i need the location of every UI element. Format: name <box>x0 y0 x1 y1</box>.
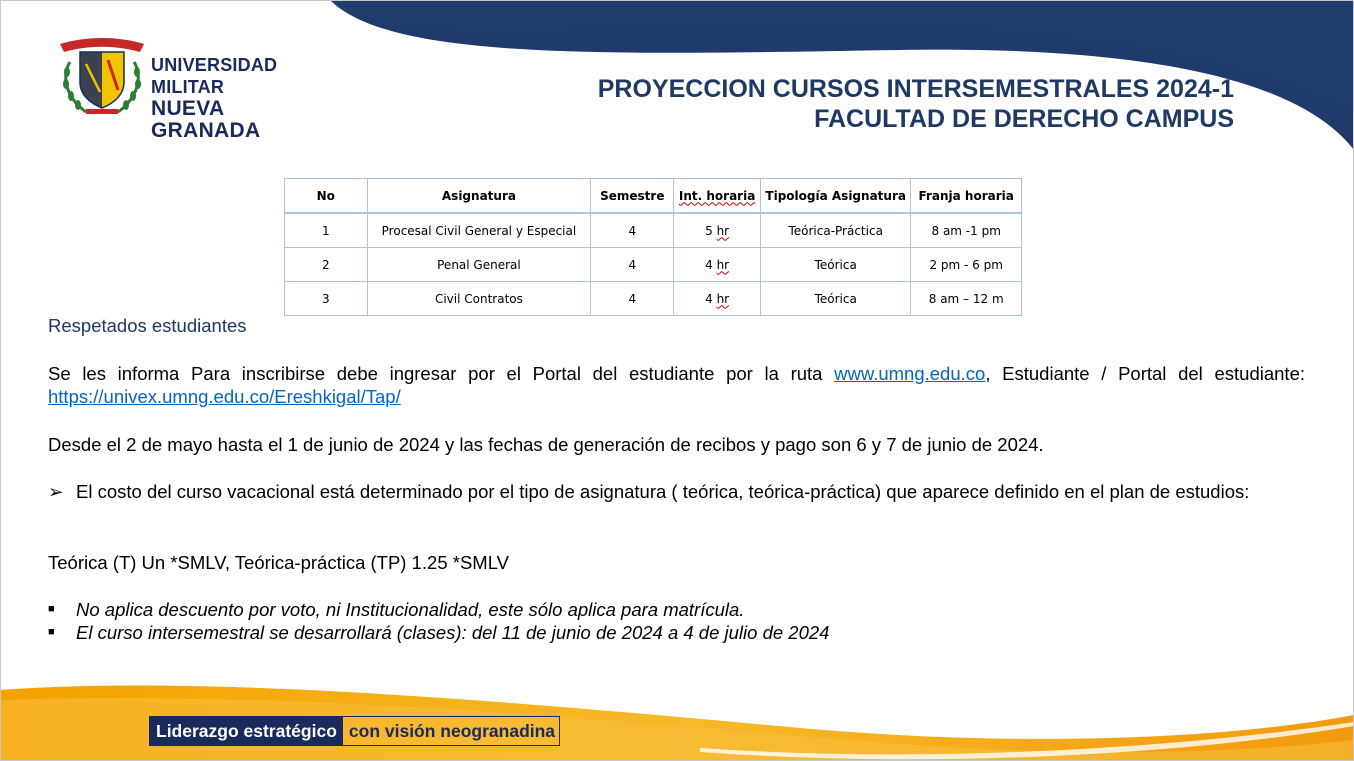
cell-asignatura: Procesal Civil General y Especial <box>367 213 591 248</box>
cost-paragraph <box>48 480 1305 503</box>
page-title <box>598 74 1234 134</box>
cell-no: 2 <box>285 248 368 282</box>
umng-website-link[interactable]: www.umng.edu.co <box>834 363 986 384</box>
logo-name-line1: UNIVERSIDAD MILITAR <box>151 55 278 97</box>
registration-paragraph <box>48 362 1305 408</box>
table-row <box>285 213 1022 248</box>
bullet-text-discount: No aplica descuento por voto, ni Institucionalidad, este sólo aplica para matrícula. <box>76 599 745 620</box>
header-asignatura: Asignatura <box>367 179 591 214</box>
header-int-horaria-label: Int. horaria <box>678 188 756 203</box>
cell-tipologia: Teórica <box>760 282 910 316</box>
cell-int-unit: hr <box>716 291 730 306</box>
bullet-text-schedule: El curso intersemestral se desarrollará (clases): del 11 de junio de 2024 a 4 de julio de 2024 <box>76 622 830 643</box>
dates-paragraph: Desde el 2 de mayo hasta el 1 de junio de 2024 y las fechas de generación de recibos y pago son 6 y 7 de junio de 2024. <box>48 434 1044 455</box>
cell-franja: 8 am -1 pm <box>911 213 1022 248</box>
cell-int-horaria <box>674 248 761 282</box>
footer-slogan <box>149 716 560 746</box>
slogan-part1: Liderazgo estratégico <box>150 717 343 745</box>
cell-franja: 8 am – 12 m <box>911 282 1022 316</box>
cell-semestre: 4 <box>591 248 674 282</box>
cell-int-unit: hr <box>716 257 730 272</box>
logo-name-line2: NUEVA GRANADA <box>151 97 261 142</box>
header-tipologia: Tipología Asignatura <box>760 179 910 214</box>
header-franja: Franja horaria <box>911 179 1022 214</box>
pricing-paragraph: Teórica (T) Un *SMLV, Teórica-práctica (TP) 1.25 *SMLV <box>48 552 509 573</box>
university-crest-icon <box>56 34 148 118</box>
cell-semestre: 4 <box>591 282 674 316</box>
title-line1: PROYECCION CURSOS INTERSEMESTRALES 2024-1 <box>597 75 1234 103</box>
cell-int-num: 4 <box>705 257 713 272</box>
square-bullet-icon: ■ <box>48 603 55 615</box>
arrow-bullet-icon: ➢ <box>48 481 64 502</box>
p1-text-b: , Estudiante / Portal del estudiante: <box>985 363 1305 384</box>
cell-semestre: 4 <box>591 213 674 248</box>
courses-table <box>284 178 1022 316</box>
cost-text: El costo del curso vacacional está determinado por el tipo de asignatura ( teórica, teórica-práctica) que aparece definido en el plan de estudios: <box>76 481 1250 502</box>
cell-no: 1 <box>285 213 368 248</box>
cell-int-horaria <box>674 213 761 248</box>
cell-int-num: 5 <box>705 223 713 238</box>
cell-tipologia: Teórica-Práctica <box>760 213 910 248</box>
header-semestre: Semestre <box>591 179 674 214</box>
list-item <box>48 598 744 621</box>
cell-no: 3 <box>285 282 368 316</box>
header-int-horaria <box>674 179 761 214</box>
table-row <box>285 282 1022 316</box>
table-header-row <box>285 179 1022 214</box>
greeting: Respetados estudiantes <box>48 315 247 336</box>
cell-int-unit: hr <box>716 223 730 238</box>
p1-text-a: Se les informa Para inscribirse debe ingresar por el Portal del estudiante por la ruta <box>48 363 835 384</box>
cell-int-horaria <box>674 282 761 316</box>
header-no: No <box>285 179 368 214</box>
cell-asignatura: Penal General <box>367 248 591 282</box>
list-item <box>48 621 829 644</box>
table-row <box>285 248 1022 282</box>
university-logo <box>56 34 326 142</box>
cell-franja: 2 pm - 6 pm <box>911 248 1022 282</box>
student-portal-link[interactable]: https://univex.umng.edu.co/Ereshkigal/Tap/ <box>48 386 401 407</box>
cell-int-num: 4 <box>705 291 713 306</box>
cell-tipologia: Teórica <box>760 248 910 282</box>
square-bullet-icon: ■ <box>48 626 55 638</box>
cell-asignatura: Civil Contratos <box>367 282 591 316</box>
title-line2: FACULTAD DE DERECHO CAMPUS <box>814 105 1234 133</box>
slogan-part2: con visión neogranadina <box>348 721 556 741</box>
